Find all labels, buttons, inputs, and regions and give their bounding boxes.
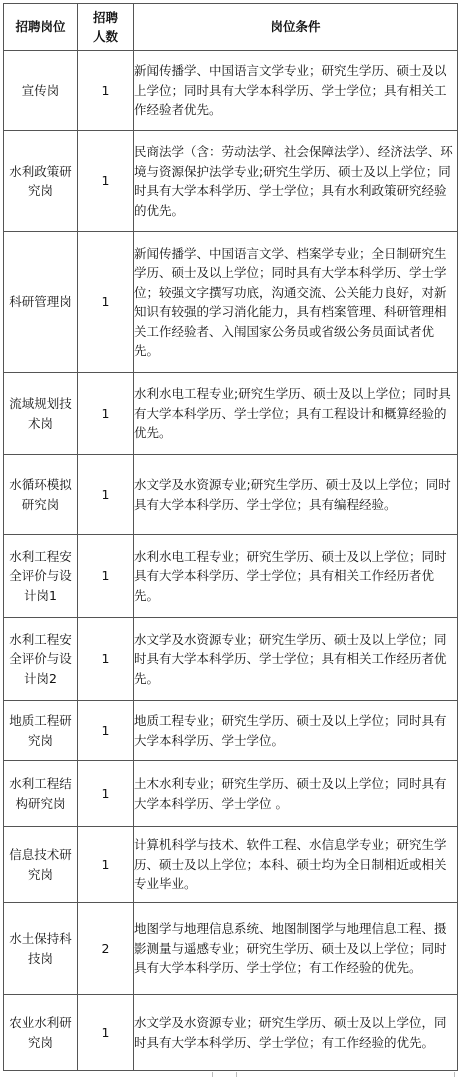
table-row xyxy=(4,761,458,827)
position-cell: 宣传岗 xyxy=(4,51,78,131)
count-cell: 2 xyxy=(78,903,134,995)
count-cell: 1 xyxy=(78,827,134,903)
requirements-cell: 水文学及水资源专业；研究生学历、硕士及以上学位，同时具有大学本科学历、学士学位；有工作经验的优先。 xyxy=(134,995,458,1071)
count-cell: 1 xyxy=(78,455,134,535)
edge-tick xyxy=(212,1072,213,1077)
count-cell: 1 xyxy=(78,51,134,131)
position-cell: 水土保持科技岗 xyxy=(4,903,78,995)
table-row xyxy=(4,618,458,701)
requirements-cell: 地图学与地理信息系统、地图制图学与地理信息工程、摄影测量与遥感专业；研究生学历、硕士及以上学位；同时具有大学本科学历、学士学位；有工作经验的优先。 xyxy=(134,903,458,995)
edge-tick xyxy=(454,1072,455,1077)
position-cell: 农业水利研究岗 xyxy=(4,995,78,1071)
table-row xyxy=(4,232,458,373)
position-cell: 水利工程结构研究岗 xyxy=(4,761,78,827)
count-cell: 1 xyxy=(78,373,134,455)
position-cell: 科研管理岗 xyxy=(4,232,78,373)
header-requirements: 岗位条件 xyxy=(134,4,458,51)
position-cell: 水利工程安全评价与设计岗1 xyxy=(4,535,78,618)
recruitment-table xyxy=(3,3,458,1071)
position-cell: 水利政策研究岗 xyxy=(4,131,78,232)
header-position: 招聘岗位 xyxy=(4,4,78,51)
count-cell: 1 xyxy=(78,232,134,373)
table-row xyxy=(4,995,458,1071)
table-row xyxy=(4,535,458,618)
requirements-cell: 民商法学（含：劳动法学、社会保障法学）、经济法学、环境与资源保护法学专业;研究生学历、硕士及以上学位；同时具有大学本科学历、学士学位；具有水利政策研究经验的优先。 xyxy=(134,131,458,232)
count-cell: 1 xyxy=(78,131,134,232)
requirements-cell: 水文学及水资源专业；研究生学历、硕士及以上学位；同时具有大学本科学历、学士学位；具有相关工作经历者优先。 xyxy=(134,618,458,701)
count-cell: 1 xyxy=(78,995,134,1071)
requirements-cell: 计算机科学与技术、软件工程、水信息学专业；研究生学历、硕士及以上学位；本科、硕士均为全日制相近或相关专业毕业。 xyxy=(134,827,458,903)
table-row xyxy=(4,827,458,903)
position-cell: 水循环模拟研究岗 xyxy=(4,455,78,535)
requirements-cell: 地质工程专业；研究生学历、硕士及以上学位；同时具有大学本科学历、学士学位。 xyxy=(134,701,458,761)
table-row xyxy=(4,455,458,535)
table-row xyxy=(4,373,458,455)
table-row xyxy=(4,131,458,232)
position-cell: 地质工程研究岗 xyxy=(4,701,78,761)
requirements-cell: 水文学及水资源专业;研究生学历、硕士及以上学位；同时具有大学本科学历、学士学位；具有编程经验。 xyxy=(134,455,458,535)
requirements-cell: 土木水利专业；研究生学历、硕士及以上学位；同时具有大学本科学历、学士学位 。 xyxy=(134,761,458,827)
requirements-cell: 新闻传播学、中国语言文学、档案学专业；全日制研究生学历、硕士及以上学位；同时具有大学本科学历、学士学位；较强文字撰写功底，沟通交流、公关能力良好，对新知识有较强的学习消化能力，具有档案管理、科研管理相关工作经验者、入闱国家公务员或省级公务员面试者优先。 xyxy=(134,232,458,373)
requirements-cell: 水利水电工程专业;研究生学历、硕士及以上学位；同时具有大学本科学历、学士学位；具有工程设计和概算经验的优先。 xyxy=(134,373,458,455)
edge-tick xyxy=(236,1072,237,1077)
table-row xyxy=(4,51,458,131)
position-cell: 信息技术研究岗 xyxy=(4,827,78,903)
count-cell: 1 xyxy=(78,535,134,618)
table-header-row xyxy=(4,4,458,51)
table-row xyxy=(4,903,458,995)
count-cell: 1 xyxy=(78,618,134,701)
position-cell: 水利工程安全评价与设计岗2 xyxy=(4,618,78,701)
position-cell: 流域规划技术岗 xyxy=(4,373,78,455)
table-row xyxy=(4,701,458,761)
count-cell: 1 xyxy=(78,761,134,827)
header-count: 招聘 人数 xyxy=(78,4,134,51)
requirements-cell: 新闻传播学、中国语言文学专业；研究生学历、硕士及以上学位；同时具有大学本科学历、学士学位；具有相关工作经验者优先。 xyxy=(134,51,458,131)
requirements-cell: 水利水电工程专业；研究生学历、硕士及以上学位；同时具有大学本科学历、学士学位；具有相关工作经历者优先。 xyxy=(134,535,458,618)
page-edge-marks xyxy=(0,1072,460,1077)
count-cell: 1 xyxy=(78,701,134,761)
